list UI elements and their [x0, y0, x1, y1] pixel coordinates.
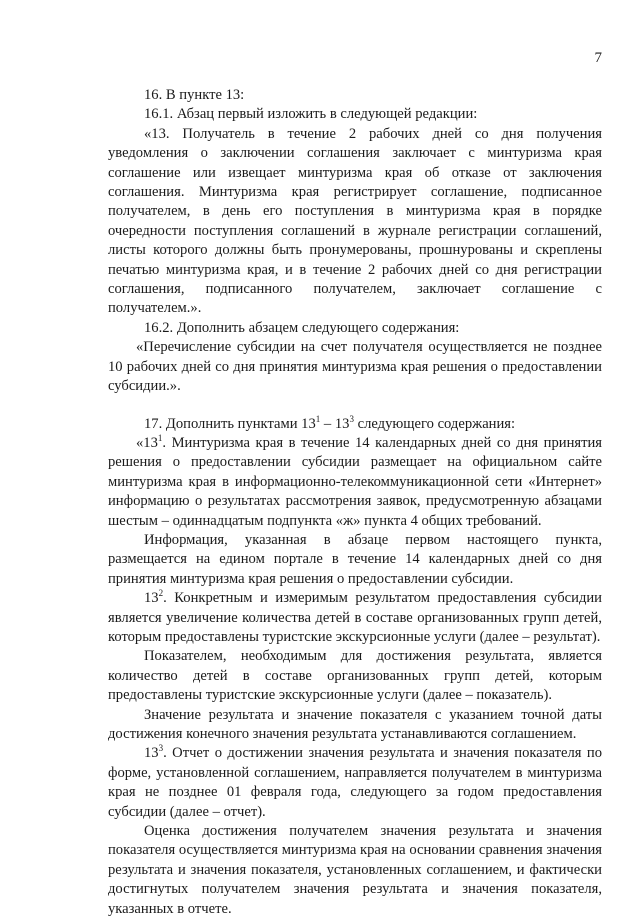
document-body	[108, 86, 602, 919]
item13-1-text: . Минтуризма края в течение 14 календарных дней со дня принятия решения о предоставлении субсидии размещает на официальном сайте минтуризма края в информационно-телекоммуникационной сети «Интернет» информацию о результатах рассмотрения заявок, предусмотренную абзацами шестым – одиннадцатым подпункта «ж» пункта 4 общих требований.	[108, 434, 602, 529]
paragraph-indicator: Показателем, необходимым для достижения результата, является количество детей в составе организованных групп детей, которым предоставлены туристские экскурсионные услуги (далее – показатель).	[108, 648, 602, 704]
paragraph-item-13-text: «13. Получатель в течение 2 рабочих дней со дня получения уведомления о заключении соглашения заключает с минтуризма края соглашение или извещает минтуризма края об отказе от заключения соглашения. Минтуризма края регистрирует соглашение, подписанное получателем, в день его поступления в минтуризма края в порядке очередности поступления соглашений в журнале регистрации соглашений, листы которого должны быть пронумерованы, прошнурованы и скреплены печатью минтуризма края, и в течение 2 рабочих дней со дня регистрации соглашения, подписанного получателем, заключает соглашение с получателем.».	[108, 125, 602, 317]
item13-1-prefix: «13	[136, 434, 158, 451]
paragraph-item-16: 16. В пункте 13:	[144, 87, 245, 103]
item13-2-sup: 2	[158, 588, 164, 599]
paragraph-result-values: Значение результата и значение показателя с указанием точной даты достижения конечного значения результата устанавливаются соглашением.	[108, 706, 602, 742]
paragraph-item-16-1: 16.1. Абзац первый изложить в следующей редакции:	[144, 106, 478, 123]
item13-3-text: . Отчет о достижении значения результата и значения показателя по форме, установленной соглашением, направляется получателем в минтуризма края не позднее 01 февраля года, следующего за годом предоставления субсидии (далее – отчет).	[108, 745, 602, 820]
section-gap	[108, 397, 602, 415]
page-number: 7	[594, 50, 602, 66]
paragraph-item-13-2	[108, 589, 602, 647]
paragraph-item-16-2: 16.2. Дополнить абзацем следующего содержания:	[144, 319, 460, 336]
item17-lead-mid: – 13	[320, 415, 350, 432]
item13-3-prefix: 13	[144, 745, 159, 762]
paragraph-subsidy-transfer: «Перечисление субсидии на счет получателя осуществляется не позднее 10 рабочих дней со дня принятия минтуризма края решения о предоставлении субсидии.».	[108, 339, 602, 395]
item13-3-sup: 3	[158, 743, 164, 754]
item13-1-sup: 1	[157, 433, 163, 444]
item17-lead-sup1: 1	[315, 413, 321, 424]
paragraph-evaluation: Оценка достижения получателем значения результата и значения показателя осуществляется минтуризма края на основании сравнения значения результата и значения показателя, установленных соглашением, и фактически достигнутых получателем значения результата и значения показателя, указанных в отчете.	[108, 823, 602, 917]
item13-2-text: . Конкретным и измеримым результатом предоставления субсидии является увеличение количества детей в составе организованных групп детей, которым предоставлены туристские экскурсионные услуги (далее – результат).	[108, 590, 602, 645]
paragraph-item-13-1	[108, 434, 602, 531]
paragraph-info-placement: Информация, указанная в абзаце первом настоящего пункта, размещается на едином портале в течение 14 календарных дней со дня принятия минтуризма края решения о предоставлении субсидии.	[108, 531, 602, 587]
item17-lead-sup2: 3	[349, 413, 354, 424]
paragraph-item-17	[108, 415, 602, 434]
item17-lead-after: следующего содержания:	[353, 415, 516, 432]
item13-2-prefix: 13	[144, 590, 159, 607]
paragraph-item-13-3	[108, 744, 602, 822]
item17-lead-before: 17. Дополнить пунктами 13	[144, 415, 316, 432]
